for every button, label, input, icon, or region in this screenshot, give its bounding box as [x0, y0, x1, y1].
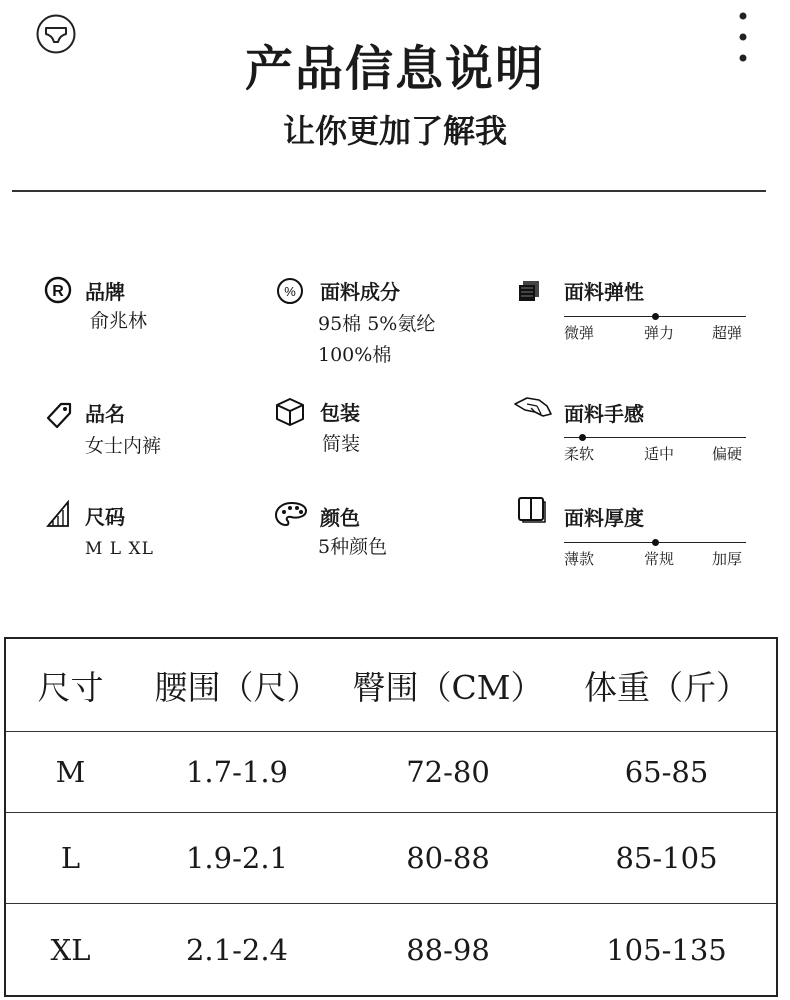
color-title: 颜色	[320, 506, 360, 530]
thickness-indicator	[652, 539, 659, 546]
table-cell: 85-105	[557, 813, 777, 904]
column-header: 体重（斤）	[557, 638, 777, 732]
table-cell: 88-98	[339, 904, 557, 997]
scale-label: 薄款	[564, 550, 595, 568]
size-title: 尺码	[85, 505, 125, 529]
table-row	[5, 732, 777, 813]
name-value: 女士内裤	[85, 435, 162, 457]
brand-title: 品牌	[85, 280, 125, 304]
table-cell: 72-80	[339, 732, 557, 813]
scale-label: 常规	[644, 550, 675, 568]
color-value: 5种颜色	[318, 536, 388, 558]
material-value-1: 95棉 5%氨纶	[318, 313, 436, 335]
fabric-swatch-icon	[517, 279, 541, 303]
tag-icon	[44, 400, 74, 434]
material-title: 面料成分	[320, 280, 400, 304]
table-cell: 1.7-1.9	[135, 732, 339, 813]
percent-icon	[276, 277, 304, 305]
scale-label: 微弹	[564, 324, 595, 342]
brand-value: 俞兆林	[90, 310, 148, 332]
table-row	[5, 813, 777, 904]
table-cell: 1.9-2.1	[135, 813, 339, 904]
svg-text:R: R	[52, 283, 64, 300]
header-divider	[12, 190, 766, 192]
palette-icon	[274, 500, 308, 528]
feel-title: 面料手感	[564, 402, 644, 426]
table-header-row	[5, 638, 777, 732]
elasticity-indicator	[652, 313, 659, 320]
table-cell: 2.1-2.4	[135, 904, 339, 997]
scale-label: 超弹	[712, 324, 743, 342]
svg-text:%: %	[284, 284, 296, 299]
package-value: 简装	[322, 433, 361, 455]
page-subtitle: 让你更加了解我	[282, 112, 507, 150]
table-cell: M	[5, 732, 135, 813]
book-icon	[517, 496, 547, 524]
hand-touch-icon	[513, 394, 555, 422]
scale-label: 偏硬	[712, 445, 743, 463]
ruler-triangle-icon	[44, 500, 72, 528]
size-table	[4, 637, 778, 997]
box-icon	[274, 396, 306, 428]
column-header: 尺寸	[5, 638, 135, 732]
scale-label: 适中	[644, 445, 675, 463]
scale-label: 柔软	[564, 445, 595, 463]
table-cell: L	[5, 813, 135, 904]
table-cell: 65-85	[557, 732, 777, 813]
table-cell: 80-88	[339, 813, 557, 904]
scale-label: 弹力	[644, 324, 675, 342]
column-header: 腰围（尺）	[135, 638, 339, 732]
thickness-title: 面料厚度	[564, 506, 644, 530]
table-cell: 105-135	[557, 904, 777, 997]
elasticity-title: 面料弹性	[564, 280, 644, 304]
feel-indicator	[579, 434, 586, 441]
package-title: 包装	[320, 401, 360, 425]
column-header: 臀围（CM）	[339, 638, 557, 732]
registered-icon	[44, 276, 72, 304]
size-value: M L XL	[85, 539, 154, 559]
name-title: 品名	[85, 402, 125, 426]
table-row	[5, 904, 777, 997]
page-title: 产品信息说明	[244, 41, 545, 97]
scale-label: 加厚	[712, 550, 743, 568]
material-value-2: 100%棉	[318, 344, 392, 366]
table-cell: XL	[5, 904, 135, 997]
